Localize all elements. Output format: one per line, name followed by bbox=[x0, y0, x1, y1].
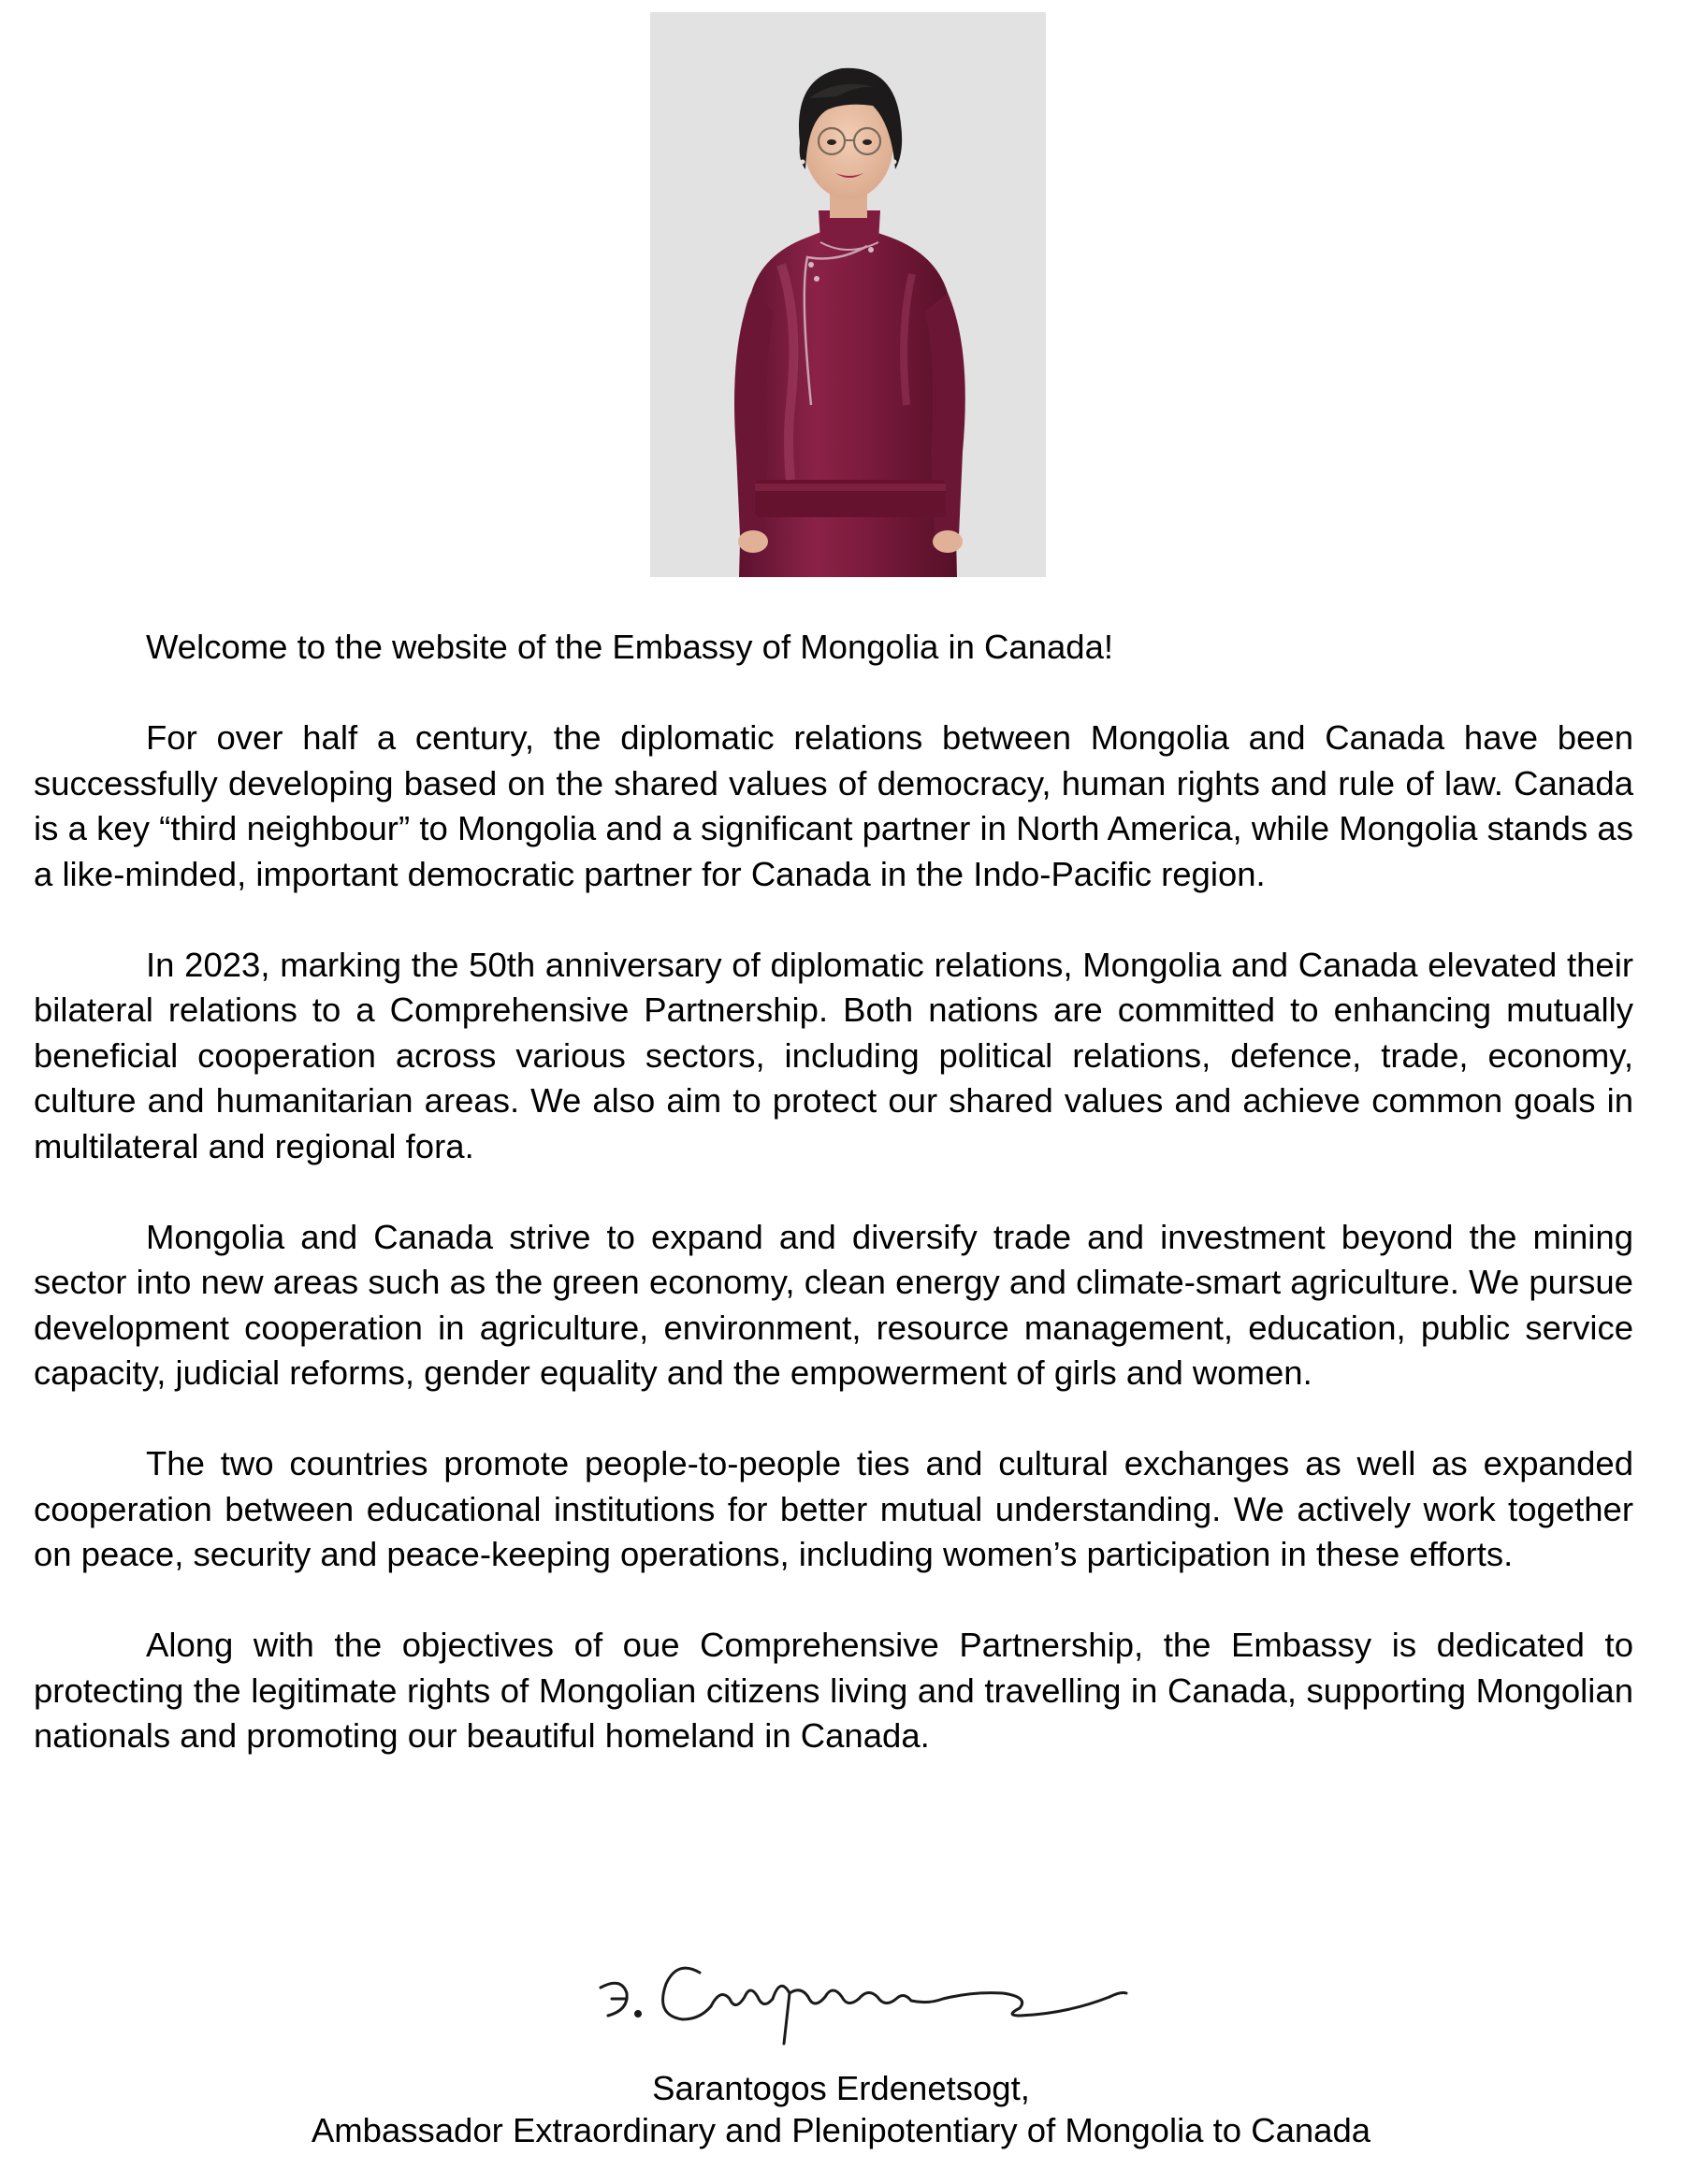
portrait-illustration bbox=[650, 12, 1046, 577]
letter-paragraph-welcome: Welcome to the website of the Embassy of Mongolia in Canada! bbox=[146, 628, 1114, 666]
letter-paragraph: In 2023, marking the 50th anniversary of diplomatic relations, Mongolia and Canada elevated their bilateral relations to a Comprehensive Partnership. Both nations are committed to enhancing mutually beneficial cooperation across various sectors, including political relations, defence, trade, economy, culture and humanitarian areas. We also aim to protect our shared values and achieve common goals in multilateral and regional fora. bbox=[34, 945, 1633, 1165]
letter-paragraph: For over half a century, the diplomatic relations between Mongolia and Canada have been successfully developing based on the shared values of democracy, human rights and rule of law. Canada is a key “third neighbour” to Mongolia and a significant partner in North America, while Mongolia stands as a like-minded, important democratic partner for Canada in the Indo-Pacific region. bbox=[34, 718, 1633, 893]
signer-title: Ambassador Extraordinary and Plenipotentiary of Mongolia to Canada bbox=[311, 2111, 1371, 2149]
ambassador-portrait-photo bbox=[650, 12, 1046, 577]
letter-paragraph: Along with the objectives of oue Comprehensive Partnership, the Embassy is dedicated to protecting the legitimate rights of Mongolian citizens living and travelling in Canada, supporting Mongolian nationals and promoting our beautiful homeland in Canada. bbox=[34, 1626, 1633, 1755]
letter-paragraph: Mongolia and Canada strive to expand and diversify trade and investment beyond the mining sector into new areas such as the green economy, clean energy and climate-smart agriculture. We pursue development cooperation in agriculture, environment, resource management, education, public service capacity, judicial reforms, gender equality and the empowerment of girls and women. bbox=[34, 1217, 1633, 1392]
signature-strokes bbox=[580, 1931, 1141, 2062]
letter-paragraph: The two countries promote people-to-people ties and cultural exchanges as well as expanded cooperation between educational institutions for better mutual understanding. We actively work together on peace, security and peace-keeping operations, including women’s participation in these efforts. bbox=[34, 1444, 1633, 1573]
handwritten-signature bbox=[580, 1931, 1141, 2062]
signer-name: Sarantogos Erdenetsogt, bbox=[652, 2069, 1030, 2107]
welcome-letter bbox=[34, 625, 1633, 1759]
